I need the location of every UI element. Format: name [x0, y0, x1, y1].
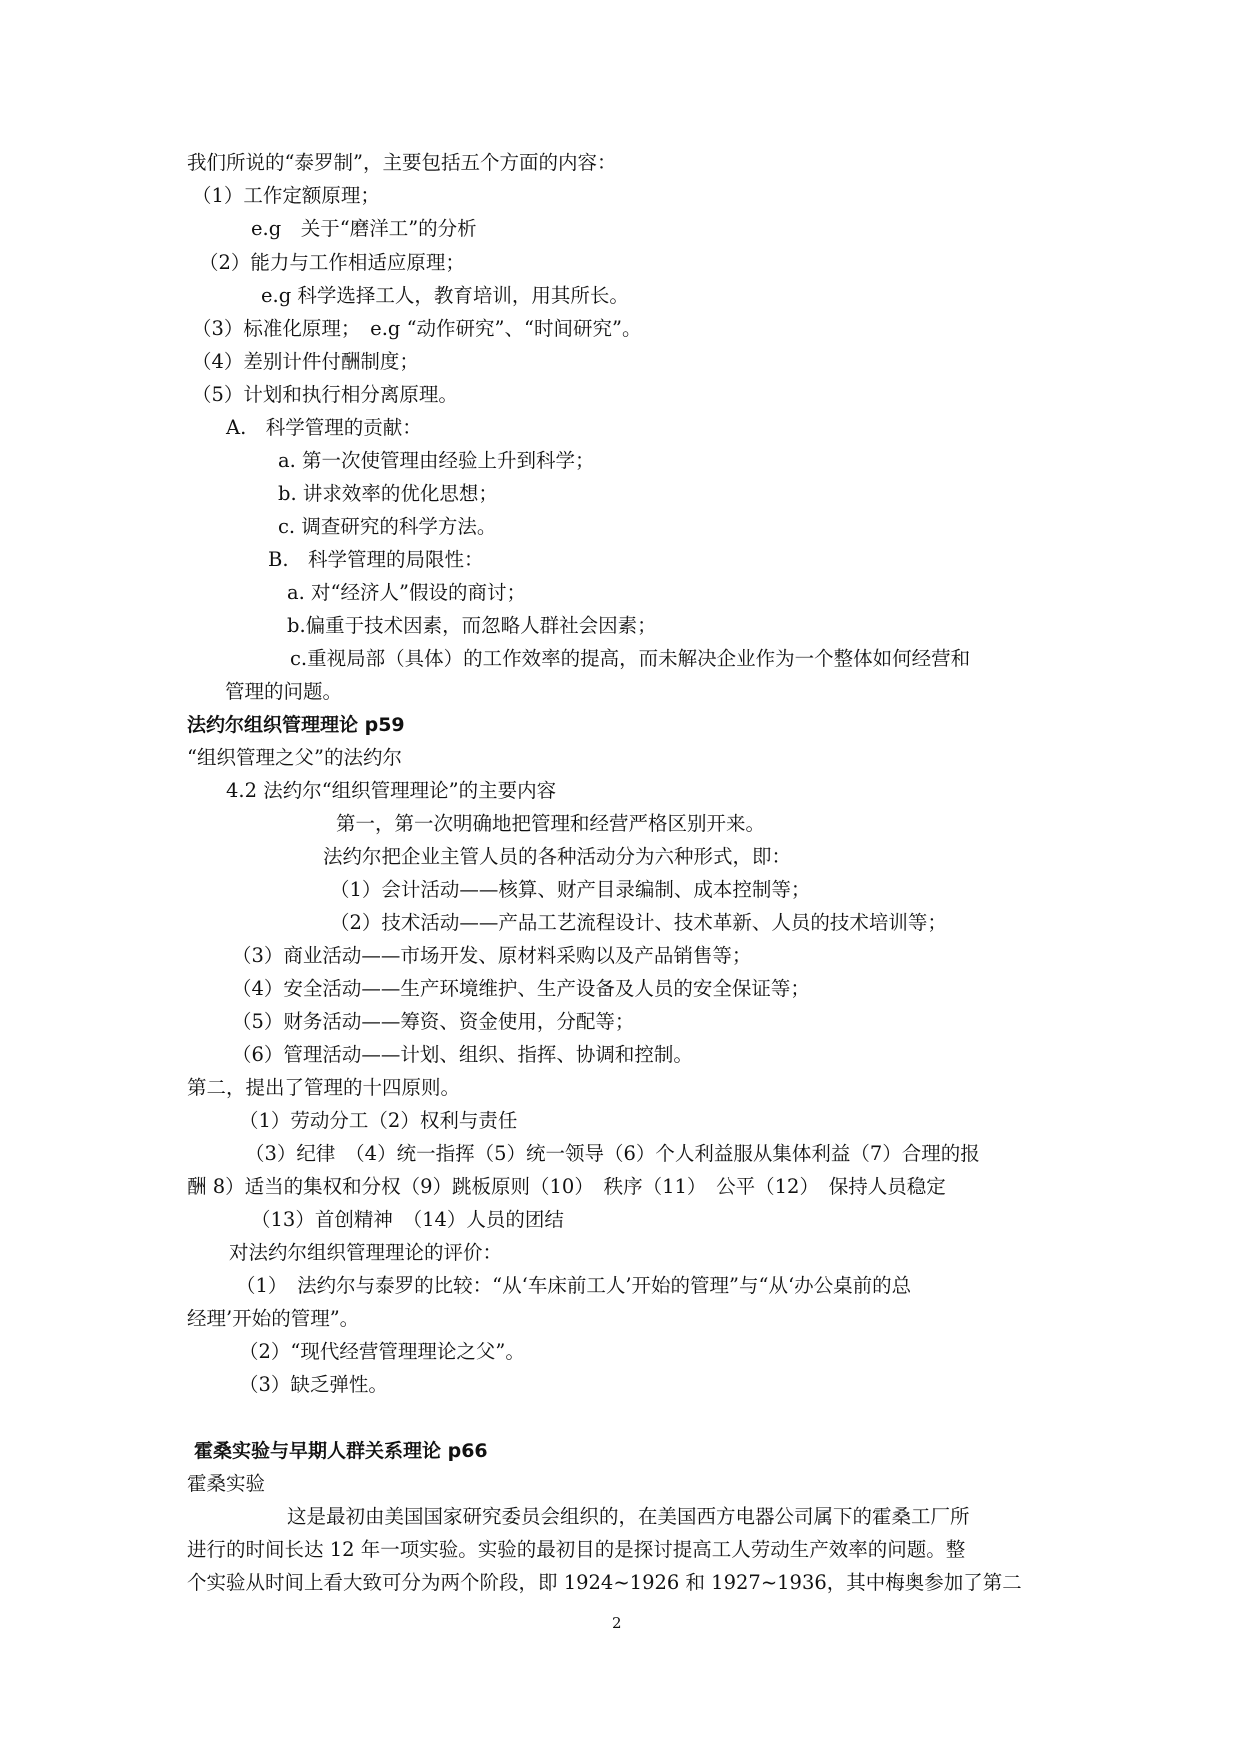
section-heading: 霍桑实验与早期人群关系理论 p66 [194, 1440, 488, 1462]
text-line: 法约尔把企业主管人员的各种活动分为六种形式，即： [323, 845, 792, 868]
text-line: 酬 8）适当的集权和分权（9）跳板原则（10） 秩序（11） 公平（12） 保持人员稳定 [187, 1175, 946, 1198]
text-line: （4）安全活动——生产环境维护、生产设备及人员的安全保证等； [232, 977, 810, 1000]
text-line: 霍桑实验 [187, 1472, 266, 1495]
text-line: 对法约尔组织管理理论的评价： [229, 1241, 503, 1264]
text-line: 这是最初由美国国家研究委员会组织的，在美国西方电器公司属下的霍桑工厂所 [287, 1505, 970, 1528]
text-line: 个实验从时间上看大致可分为两个阶段，即 1924~1926 和 1927~1936，其中梅奥参加了第二 [187, 1571, 1022, 1594]
text-line: （1） 法约尔与泰罗的比较：“从‘车床前工人’开始的管理”与“从‘办公桌前的总 [236, 1274, 912, 1297]
page-number: 2 [612, 1614, 622, 1632]
text-line: 我们所说的“泰罗制”，主要包括五个方面的内容： [187, 151, 617, 174]
text-line: （5）财务活动——筹资、资金使用，分配等； [232, 1010, 635, 1033]
text-line: （2）技术活动——产品工艺流程设计、技术革新、人员的技术培训等； [330, 911, 947, 934]
text-line: 经理’开始的管理”。 [187, 1307, 360, 1330]
text-line: （2）“现代经营管理理论之父”。 [239, 1340, 525, 1363]
text-line: c. 调查研究的科学方法。 [278, 515, 497, 538]
text-line: 第二，提出了管理的十四原则。 [187, 1076, 461, 1099]
text-line: （13）首创精神 （14）人员的团结 [251, 1208, 564, 1231]
text-line: 进行的时间长达 12 年一项实验。实验的最初目的是探讨提高工人劳动生产效率的问题。整 [187, 1538, 966, 1561]
text-line: e.g 科学选择工人，教育培训，用其所长。 [261, 284, 629, 307]
text-line: 4.2 法约尔“组织管理理论”的主要内容 [226, 779, 557, 802]
text-line: 第一，第一次明确地把管理和经营严格区别开来。 [336, 812, 766, 835]
text-line: 管理的问题。 [225, 680, 343, 703]
text-line: A. 科学管理的贡献： [226, 416, 422, 439]
text-line: B. 科学管理的局限性： [268, 548, 484, 571]
text-line: （1）工作定额原理； [192, 184, 380, 207]
text-line: （3）缺乏弹性。 [239, 1373, 388, 1396]
text-line: （4）差别计件付酬制度； [192, 350, 419, 373]
text-line: （2）能力与工作相适应原理； [199, 251, 465, 274]
text-line: （1）劳动分工（2）权利与责任 [239, 1109, 518, 1132]
text-line: a. 对“经济人”假设的商讨； [287, 581, 526, 604]
section-heading: 法约尔组织管理理论 p59 [187, 714, 405, 736]
text-line: （3）标准化原理； e.g “动作研究”、“时间研究”。 [192, 317, 642, 340]
text-line: b.偏重于技术因素，而忽略人群社会因素； [287, 614, 657, 637]
text-line: b. 讲求效率的优化思想； [278, 482, 498, 505]
text-line: （1）会计活动——核算、财产目录编制、成本控制等； [330, 878, 811, 901]
text-line: （3）纪律 （4）统一指挥（5）统一领导（6）个人利益服从集体利益（7）合理的报 [245, 1142, 980, 1165]
text-line: “组织管理之父”的法约尔 [187, 746, 402, 769]
text-line: e.g 关于“磨洋工”的分析 [251, 217, 477, 240]
text-line: a. 第一次使管理由经验上升到科学； [278, 449, 595, 472]
text-line: （6）管理活动——计划、组织、指挥、协调和控制。 [232, 1043, 693, 1066]
text-line: c.重视局部（具体）的工作效率的提高，而未解决企业作为一个整体如何经营和 [290, 647, 971, 670]
text-line: （5）计划和执行相分离原理。 [192, 383, 458, 406]
text-line: （3）商业活动——市场开发、原材料采购以及产品销售等； [232, 944, 752, 967]
